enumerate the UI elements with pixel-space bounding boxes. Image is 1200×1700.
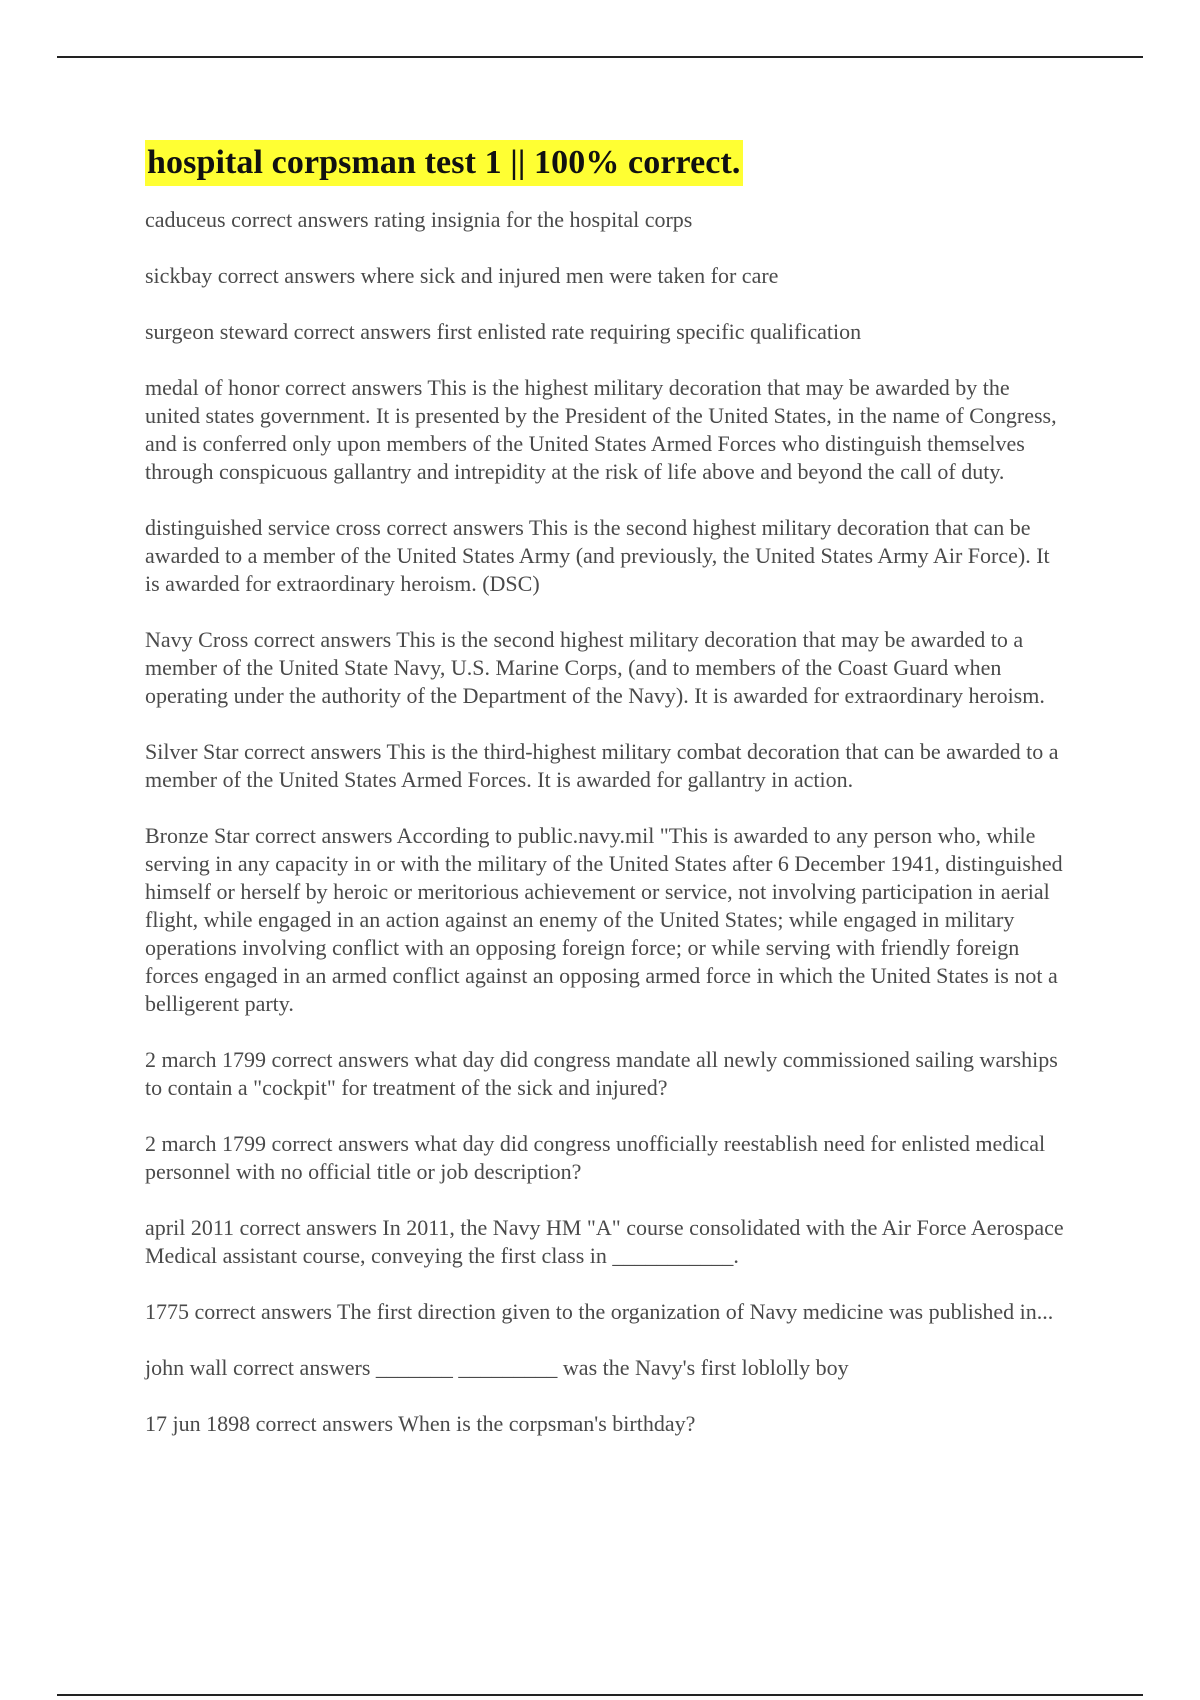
document-body — [145, 140, 1065, 1466]
qa-entry-text: caduceus correct answers rating insignia for the hospital corps — [145, 207, 693, 232]
qa-entry — [145, 738, 1065, 794]
qa-entry-text: 2 march 1799 correct answers what day did congress mandate all newly commissioned sailing warships to contain a "cockpit" for treatment of the sick and injured? — [145, 1047, 1058, 1100]
document-title: hospital corpsman test 1 || 100% correct. — [145, 140, 743, 186]
qa-entry — [145, 822, 1065, 1018]
qa-entry — [145, 1298, 1065, 1326]
qa-entry — [145, 1354, 1065, 1382]
bottom-divider — [57, 1694, 1143, 1696]
qa-entry-text: Navy Cross correct answers This is the second highest military decoration that may be awarded to a member of the United State Navy, U.S. Marine Corps, (and to members of the Coast Guard when operating under the authority of the Department of the Navy). It is awarded for extraordinary heroism. — [145, 627, 1045, 708]
qa-entry-text: 17 jun 1898 correct answers When is the corpsman's birthday? — [145, 1411, 696, 1436]
qa-entry-text: john wall correct answers _______ _________ was the Navy's first loblolly boy — [145, 1355, 849, 1380]
qa-entry — [145, 514, 1065, 598]
qa-entry-text: surgeon steward correct answers first enlisted rate requiring specific qualification — [145, 319, 862, 344]
qa-entry-text: 2 march 1799 correct answers what day did congress unofficially reestablish need for enlisted medical personnel with no official title or job description? — [145, 1131, 1046, 1184]
qa-entry-text: distinguished service cross correct answers This is the second highest military decoration that can be awarded to a member of the United States Army (and previously, the United States Army Air Force). It is awarded for extraordinary heroism. (DSC) — [145, 515, 1050, 596]
qa-entry-text: sickbay correct answers where sick and injured men were taken for care — [145, 263, 779, 288]
qa-entry — [145, 206, 1065, 234]
qa-entry — [145, 318, 1065, 346]
qa-entry-text: april 2011 correct answers In 2011, the Navy HM "A" course consolidated with the Air Force Aerospace Medical assistant course, conveying the first class in ___________. — [145, 1215, 1064, 1268]
qa-entry — [145, 262, 1065, 290]
qa-entry — [145, 626, 1065, 710]
qa-entry-text: 1775 correct answers The first direction given to the organization of Navy medicine was published in... — [145, 1299, 1054, 1324]
qa-entry — [145, 1410, 1065, 1438]
qa-entry-text: Bronze Star correct answers According to public.navy.mil "This is awarded to any person who, while serving in any capacity in or with the military of the United States after 6 December 1941, distinguished himself or herself by heroic or meritorious achievement or service, not involving participation in aerial flight, while engaged in an action against an enemy of the United States; while engaged in military operations involving conflict with an opposing foreign force; or while serving with friendly foreign forces engaged in an armed conflict against an opposing armed force in which the United States is not a belligerent party. — [145, 823, 1063, 1016]
qa-entry-text: medal of honor correct answers This is the highest military decoration that may be awarded by the united states government. It is presented by the President of the United States, in the name of Congress, and is conferred only upon members of the United States Armed Forces who distinguish themselves through conspicuous gallantry and intrepidity at the risk of life above and beyond the call of duty. — [145, 375, 1057, 484]
qa-list — [145, 206, 1065, 1438]
top-divider — [57, 56, 1143, 58]
qa-entry-text: Silver Star correct answers This is the third-highest military combat decoration that can be awarded to a member of the United States Armed Forces. It is awarded for gallantry in action. — [145, 739, 1059, 792]
qa-entry — [145, 1214, 1065, 1270]
qa-entry — [145, 374, 1065, 486]
qa-entry — [145, 1130, 1065, 1186]
qa-entry — [145, 1046, 1065, 1102]
